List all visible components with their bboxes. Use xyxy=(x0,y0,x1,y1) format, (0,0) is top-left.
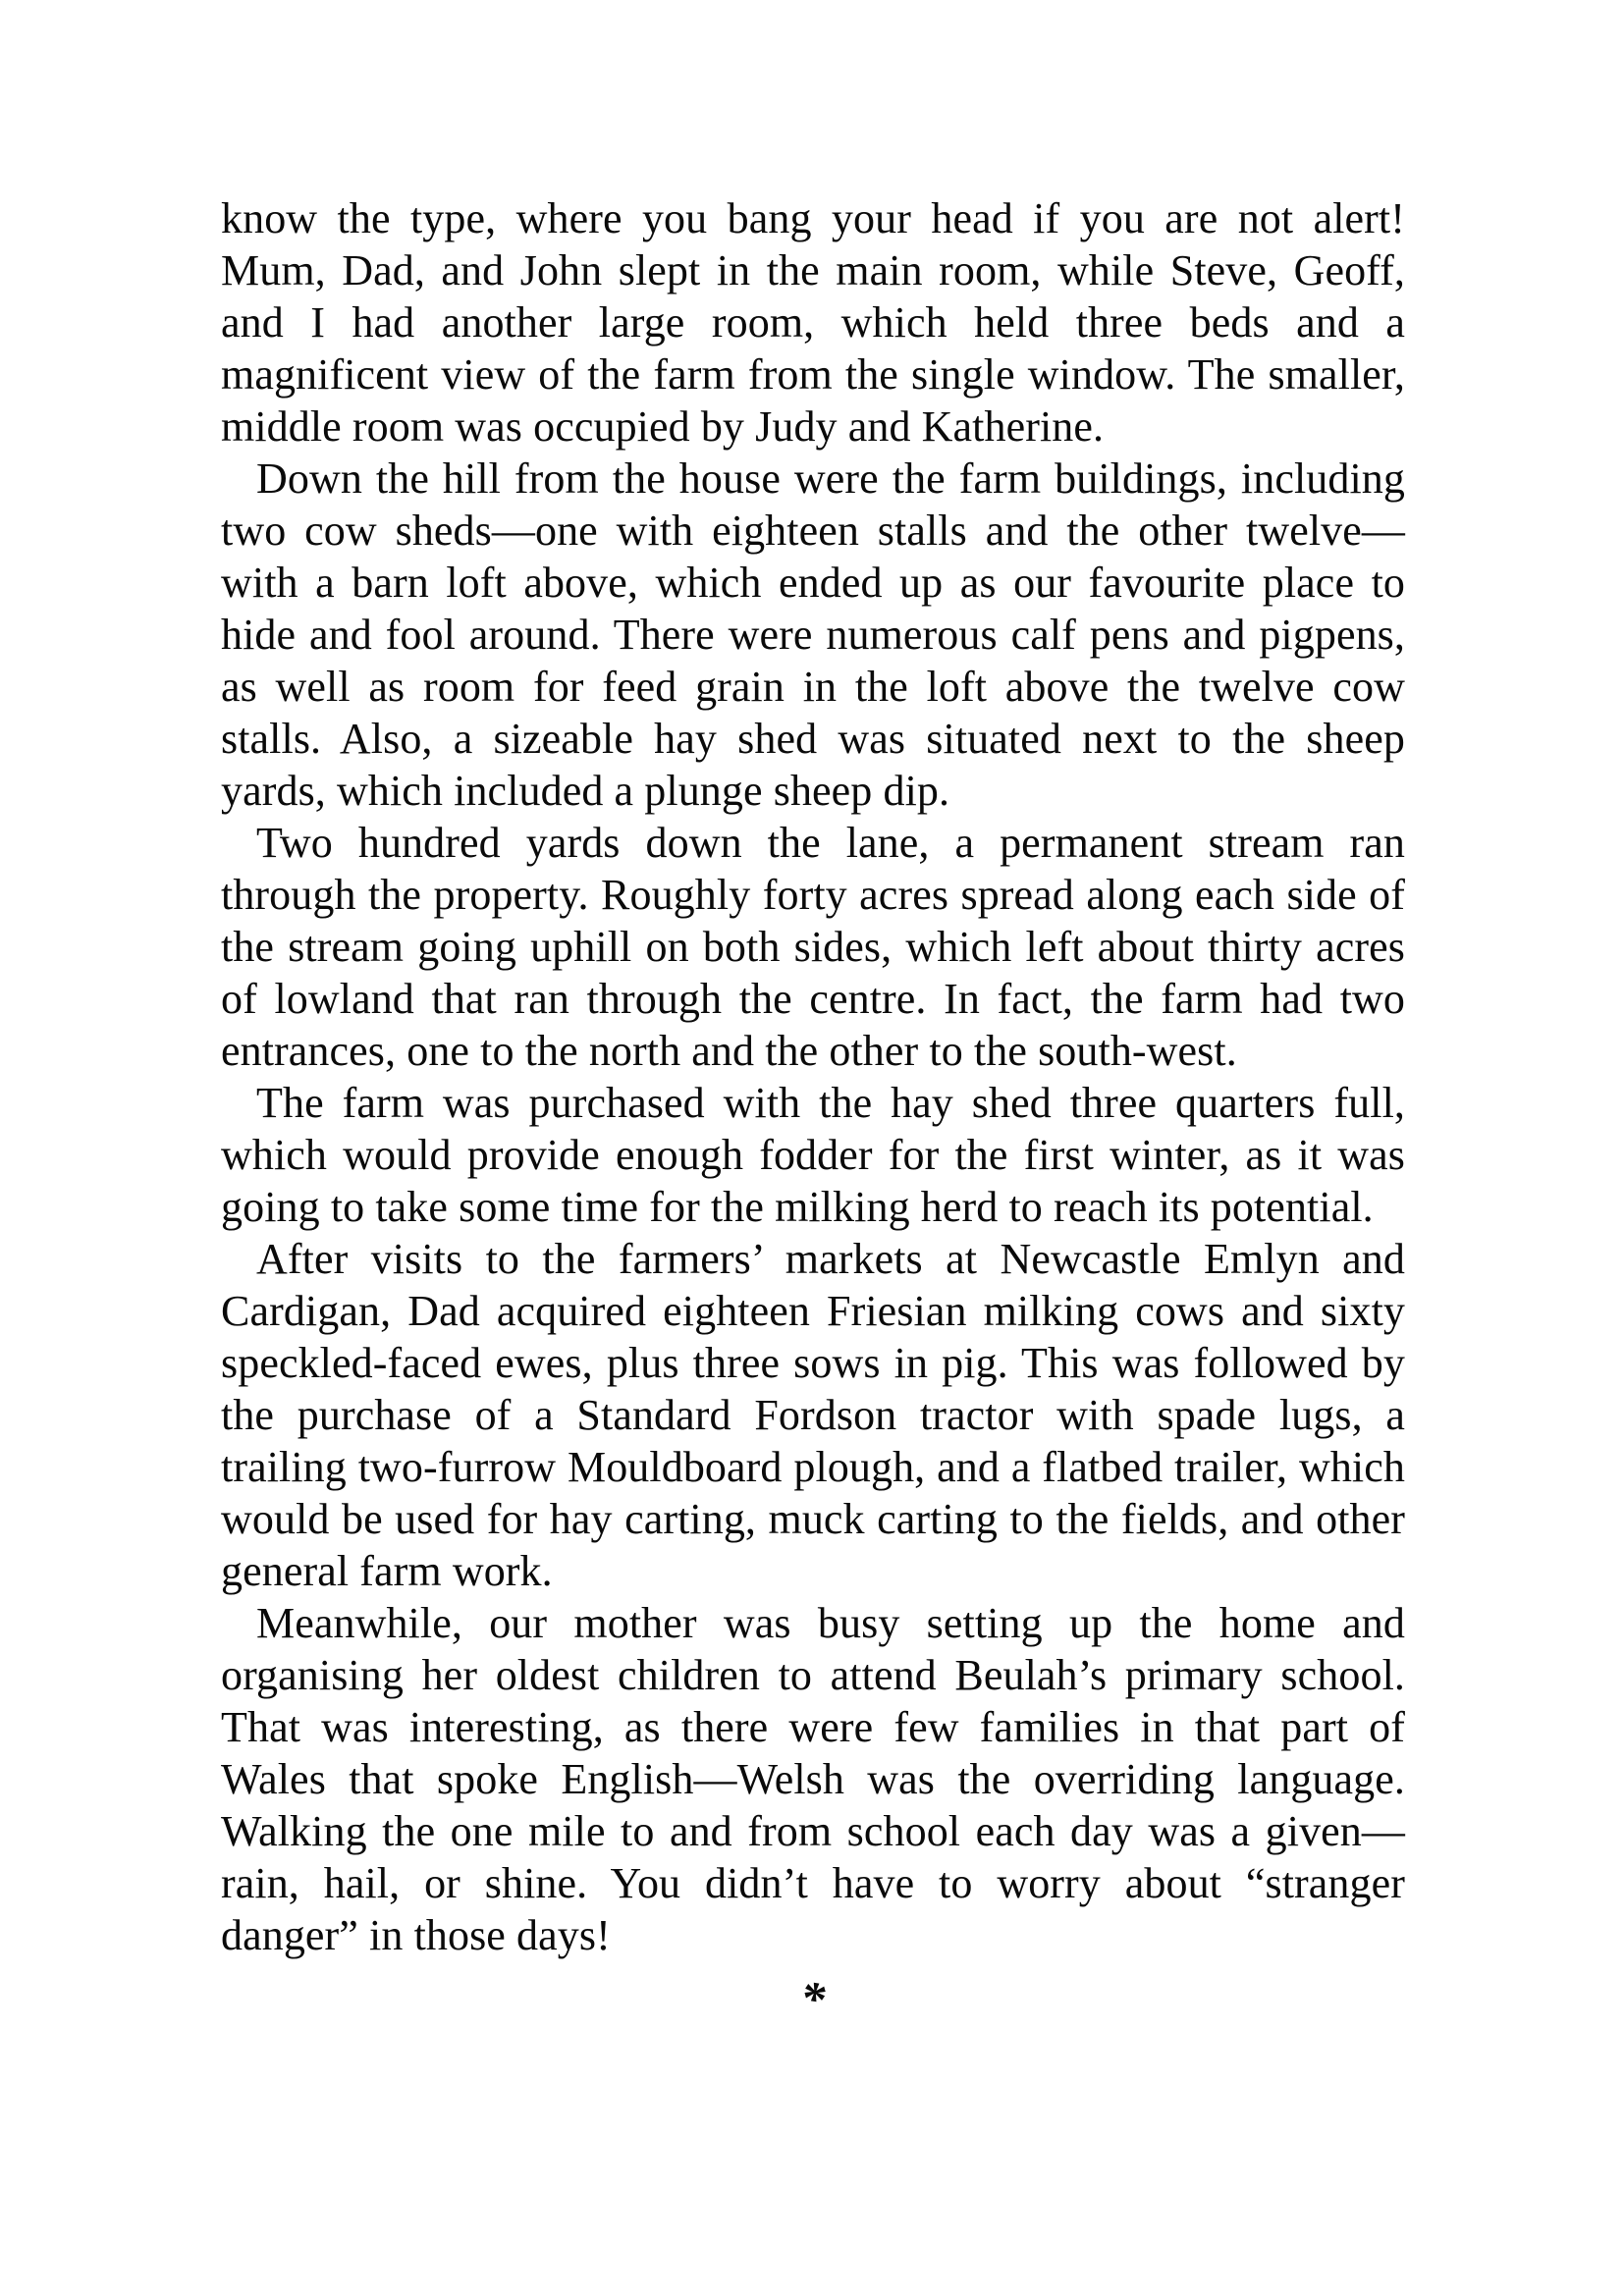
body-text-block xyxy=(221,192,1405,2025)
paragraph-1: know the type, where you bang your head if you are not alert! Mum, Dad, and John slept in the main room, while Steve, Geoff, and I had another large room, which held three beds and a magnificent view of the farm from the single window. The smaller, middle room was occupied by Judy and Katherine. xyxy=(221,194,1405,451)
paragraph-5: After visits to the farmers’ markets at Newcastle Emlyn and Cardigan, Dad acquired eighteen Friesian milking cows and sixty speckled-faced ewes, plus three sows in pig. This was followed by the purchase of a Standard Fordson tractor with spade lugs, a trailing two-furrow Mouldboard plough, and a flatbed trailer, which would be used for hay carting, muck carting to the fields, and other general farm work. xyxy=(221,1235,1405,1595)
paragraph-3: Two hundred yards down the lane, a permanent stream ran through the property. Roughly forty acres spread along each side of the stream going uphill on both sides, which left about thirty acres of lowland that ran through the centre. In fact, the farm had two entrances, one to the north and the other to the south-west. xyxy=(221,819,1405,1075)
paragraph-4: The farm was purchased with the hay shed three quarters full, which would provide enough fodder for the first winter, as it was going to take some time for the milking herd to reach its potential. xyxy=(221,1079,1405,1231)
paragraph-2: Down the hill from the house were the farm buildings, including two cow sheds—one with eighteen stalls and the other twelve—with a barn loft above, which ended up as our favourite place to hide and fool around. There were numerous calf pens and pigpens, as well as room for feed grain in the loft above the twelve cow stalls. Also, a sizeable hay shed was situated next to the sheep yards, which included a plunge sheep dip. xyxy=(221,454,1405,815)
paragraph-6: Meanwhile, our mother was busy setting up the home and organising her oldest children to attend Beulah’s primary school. That was interesting, as there were few families in that part of Wales that spoke English—Welsh was the overriding language. Walking the one mile to and from school each day was a given—rain, hail, or shine. You didn’t have to worry about “stranger danger” in those days! xyxy=(221,1599,1405,1959)
section-break-asterisk: * xyxy=(800,1971,826,2026)
